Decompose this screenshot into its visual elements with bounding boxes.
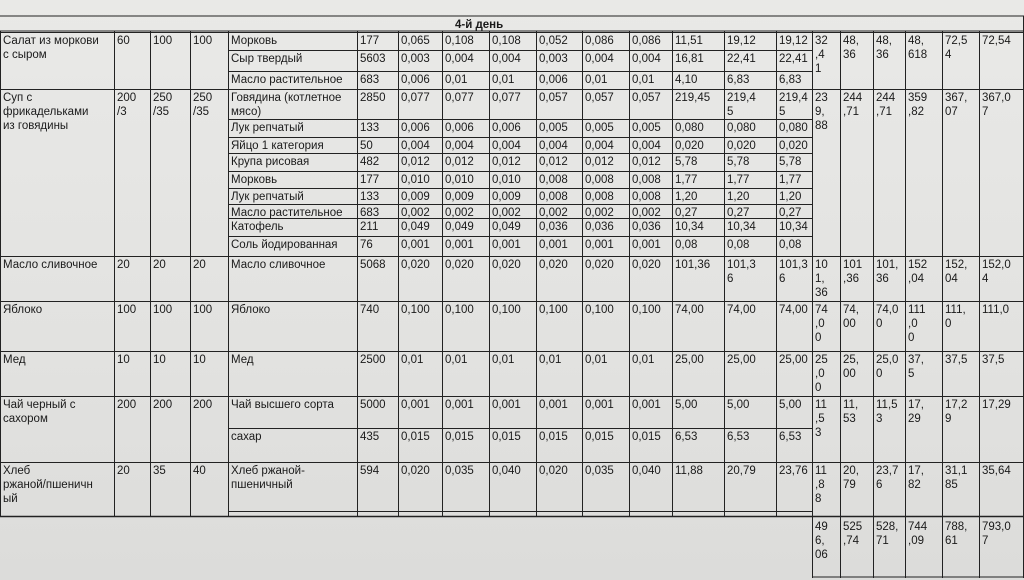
- portion-value: 100: [153, 304, 173, 316]
- portion-value: 100: [117, 304, 137, 316]
- ingredient-value: 0,001: [445, 399, 474, 411]
- ingredient-value: 25,00: [779, 354, 808, 366]
- ingredient-value: 0,001: [401, 239, 430, 251]
- ingredient-name: Мед: [231, 354, 254, 366]
- dish-total-value: 152,0 4: [982, 259, 1011, 285]
- ingredient-value: 0,008: [632, 191, 661, 203]
- ingredient-value: 0,004: [401, 140, 430, 152]
- ingredient-value: 0,020: [632, 259, 661, 271]
- portion-value: 10: [193, 354, 206, 366]
- dish-total-value: 10 1, 36: [815, 259, 828, 299]
- ingredient-value: 594: [360, 465, 380, 477]
- portion-value: 250 /35: [193, 92, 213, 118]
- day-header: 4-й день: [455, 19, 504, 31]
- ingredient-value: 20,79: [727, 465, 756, 477]
- ingredient-value: 0,08: [675, 239, 698, 251]
- dish-total-value: 48, 36: [876, 35, 892, 61]
- ingredient-value: 16,81: [675, 53, 704, 65]
- ingredient-value: 5,00: [779, 399, 802, 411]
- ingredient-value: 0,001: [539, 239, 568, 251]
- ingredient-value: 0,015: [585, 431, 614, 443]
- ingredient-value: 0,01: [401, 354, 424, 366]
- dish-total-value: 32 ,4 1: [815, 35, 828, 75]
- ingredient-value: 10,34: [779, 221, 808, 233]
- dish-total-value: 17,2 9: [945, 399, 968, 425]
- ingredient-value: 0,077: [492, 92, 521, 104]
- ingredient-value: 219,4 5: [727, 92, 756, 118]
- ingredient-value: 0,036: [632, 221, 661, 233]
- ingredient-value: 219,45: [675, 92, 711, 104]
- portion-value: 10: [117, 354, 130, 366]
- portion-value: 20: [153, 259, 166, 271]
- ingredient-value: 0,035: [445, 465, 474, 477]
- portion-value: 20: [117, 465, 130, 477]
- ingredient-name: Яблоко: [231, 304, 271, 316]
- ingredient-value: 22,41: [779, 53, 808, 65]
- ingredient-value: 482: [360, 156, 380, 168]
- ingredient-value: 0,27: [727, 207, 750, 219]
- ingredient-value: 5068: [360, 259, 386, 271]
- ingredient-value: 5,78: [779, 156, 802, 168]
- ingredient-value: 0,040: [632, 465, 661, 477]
- ingredient-value: 0,020: [675, 140, 704, 152]
- ingredient-value: 0,009: [492, 191, 521, 203]
- dish-name: Хлеб ржаной/пшеничн ый: [3, 465, 93, 505]
- ingredient-value: 0,001: [585, 239, 614, 251]
- dish-total-value: 152, 04: [945, 259, 968, 285]
- dish-name: Суп с фрикадельками из говядины: [3, 92, 89, 132]
- ingredient-value: 0,006: [539, 74, 568, 86]
- ingredient-value: 0,01: [585, 74, 608, 86]
- ingredient-value: 0,004: [492, 53, 521, 65]
- ingredient-value: 0,057: [585, 92, 614, 104]
- ingredient-value: 6,53: [727, 431, 750, 443]
- ingredient-value: 0,005: [632, 122, 661, 134]
- ingredient-value: 0,004: [632, 140, 661, 152]
- ingredient-value: 0,040: [492, 465, 521, 477]
- dish-total-value: 11 ,8 8: [815, 465, 827, 505]
- ingredient-value: 0,01: [445, 354, 468, 366]
- ingredient-value: 5,78: [727, 156, 750, 168]
- portion-value: 10: [153, 354, 166, 366]
- ingredient-value: 0,005: [539, 122, 568, 134]
- ingredient-value: 1,77: [779, 174, 802, 186]
- ingredient-name: Лук репчатый: [231, 191, 304, 203]
- ingredient-value: 0,015: [492, 431, 521, 443]
- dish-total-value: 25, 00: [843, 354, 859, 380]
- ingredient-value: 0,008: [585, 191, 614, 203]
- dish-name: Масло сливочное: [3, 259, 98, 271]
- ingredient-value: 0,08: [779, 239, 802, 251]
- dish-total-value: 25,0 0: [876, 354, 899, 380]
- ingredient-value: 0,015: [401, 431, 430, 443]
- ingredient-name: сахар: [231, 431, 262, 443]
- portion-value: 35: [153, 465, 166, 477]
- ingredient-name: Лук репчатый: [231, 122, 304, 134]
- ingredient-value: 25,00: [727, 354, 756, 366]
- ingredient-value: 0,006: [401, 74, 430, 86]
- ingredient-value: 0,100: [539, 304, 568, 316]
- ingredient-value: 2850: [360, 92, 386, 104]
- ingredient-value: 0,010: [445, 174, 474, 186]
- ingredient-value: 5603: [360, 53, 386, 65]
- dish-total-value: 20, 79: [843, 465, 859, 491]
- dish-total-value: 72,5 4: [945, 35, 968, 61]
- ingredient-value: 0,020: [401, 465, 430, 477]
- ingredient-value: 0,077: [401, 92, 430, 104]
- dish-total-value: 367, 07: [945, 92, 968, 118]
- ingredient-value: 0,100: [585, 304, 614, 316]
- ingredient-value: 0,27: [675, 207, 698, 219]
- ingredient-name: Масло растительное: [231, 207, 343, 219]
- ingredient-value: 0,001: [632, 399, 661, 411]
- ingredient-value: 0,01: [632, 74, 655, 86]
- portion-value: 100: [193, 304, 213, 316]
- ingredient-value: 0,006: [401, 122, 430, 134]
- ingredient-value: 219,4 5: [779, 92, 808, 118]
- grand-total-value: 49 6, 06: [815, 521, 828, 561]
- ingredient-value: 0,077: [445, 92, 474, 104]
- ingredient-value: 0,001: [585, 399, 614, 411]
- ingredient-value: 11,88: [675, 465, 703, 477]
- ingredient-value: 0,004: [585, 140, 614, 152]
- ingredient-value: 0,080: [779, 122, 808, 134]
- ingredient-value: 1,20: [727, 191, 750, 203]
- ingredient-value: 0,100: [445, 304, 474, 316]
- ingredient-value: 0,004: [632, 53, 661, 65]
- ingredient-value: 0,003: [401, 53, 430, 65]
- ingredient-value: 10,34: [727, 221, 756, 233]
- ingredient-value: 0,002: [585, 207, 614, 219]
- portion-value: 100: [193, 35, 213, 47]
- ingredient-value: 0,015: [445, 431, 474, 443]
- ingredient-value: 5,00: [675, 399, 698, 411]
- ingredient-value: 6,83: [727, 74, 750, 86]
- dish-name: Салат из моркови с сыром: [3, 35, 99, 61]
- ingredient-value: 0,108: [445, 35, 474, 47]
- ingredient-value: 0,080: [727, 122, 756, 134]
- ingredient-value: 74,00: [779, 304, 808, 316]
- dish-total-value: 48, 36: [843, 35, 859, 61]
- dish-total-value: 74,0 0: [876, 304, 899, 330]
- portion-value: 60: [117, 35, 130, 47]
- ingredient-value: 0,006: [492, 122, 521, 134]
- ingredient-value: 0,006: [445, 122, 474, 134]
- dish-total-value: 37, 5: [908, 354, 924, 380]
- ingredient-value: 0,009: [445, 191, 474, 203]
- ingredient-value: 0,008: [585, 174, 614, 186]
- ingredient-value: 0,086: [585, 35, 614, 47]
- dish-total-value: 111,0: [982, 304, 1010, 316]
- ingredient-value: 211: [360, 221, 379, 233]
- ingredient-value: 0,020: [539, 259, 568, 271]
- ingredient-value: 0,086: [632, 35, 661, 47]
- ingredient-value: 101,3 6: [727, 259, 756, 285]
- ingredient-value: 0,008: [632, 174, 661, 186]
- ingredient-value: 0,004: [445, 140, 474, 152]
- ingredient-value: 0,002: [445, 207, 474, 219]
- ingredient-value: 0,004: [539, 140, 568, 152]
- ingredient-value: 435: [360, 431, 380, 443]
- ingredient-value: 0,27: [779, 207, 802, 219]
- ingredient-value: 11,51: [675, 35, 703, 47]
- dish-total-value: 359 ,82: [908, 92, 928, 118]
- ingredient-value: 0,002: [632, 207, 661, 219]
- ingredient-name: Говядина (котлетное мясо): [231, 92, 342, 118]
- ingredient-value: 0,036: [585, 221, 614, 233]
- dish-total-value: 244 ,71: [876, 92, 896, 118]
- dish-total-value: 11, 53: [843, 399, 859, 425]
- ingredient-value: 6,53: [675, 431, 698, 443]
- ingredient-value: 0,035: [585, 465, 614, 477]
- ingredient-value: 101,36: [675, 259, 711, 271]
- ingredient-value: 76: [360, 239, 373, 251]
- ingredient-value: 5,78: [675, 156, 698, 168]
- ingredient-value: 0,01: [585, 354, 608, 366]
- dish-total-value: 244 ,71: [843, 92, 863, 118]
- ingredient-value: 0,100: [492, 304, 521, 316]
- ingredient-name: Морковь: [231, 35, 278, 47]
- ingredient-value: 0,004: [445, 53, 474, 65]
- ingredient-value: 0,01: [632, 354, 655, 366]
- ingredient-name: Сыр твердый: [231, 53, 303, 65]
- ingredient-value: 0,012: [585, 156, 614, 168]
- dish-total-value: 111 ,0 0: [908, 304, 926, 344]
- dish-total-value: 17, 29: [908, 399, 924, 425]
- ingredient-value: 0,049: [445, 221, 474, 233]
- dish-total-value: 152 ,04: [908, 259, 928, 285]
- dish-total-value: 48, 618: [908, 35, 928, 61]
- grand-total-value: 793,0 7: [982, 521, 1011, 547]
- portion-value: 200 /3: [117, 92, 137, 118]
- ingredient-value: 0,020: [585, 259, 614, 271]
- ingredient-value: 0,020: [727, 140, 756, 152]
- ingredient-value: 0,020: [539, 465, 568, 477]
- ingredient-value: 0,020: [401, 259, 430, 271]
- ingredient-value: 0,020: [445, 259, 474, 271]
- dish-total-value: 101, 36: [876, 259, 899, 285]
- ingredient-value: 0,08: [727, 239, 750, 251]
- ingredient-value: 0,012: [632, 156, 661, 168]
- ingredient-name: Крупа рисовая: [231, 156, 310, 168]
- ingredient-value: 0,012: [401, 156, 430, 168]
- grand-total-value: 788, 61: [945, 521, 968, 547]
- ingredient-name: Соль йодированная: [231, 239, 338, 251]
- ingredient-value: 0,001: [445, 239, 474, 251]
- ingredient-value: 0,052: [539, 35, 568, 47]
- dish-total-value: 111, 0: [945, 304, 966, 330]
- ingredient-value: 0,108: [492, 35, 521, 47]
- ingredient-name: Масло растительное: [231, 74, 343, 86]
- ingredient-value: 25,00: [675, 354, 704, 366]
- portion-value: 200: [117, 399, 137, 411]
- ingredient-value: 0,065: [401, 35, 430, 47]
- grand-total-value: 528, 71: [876, 521, 899, 547]
- portion-value: 200: [153, 399, 173, 411]
- ingredient-value: 6,83: [779, 74, 802, 86]
- ingredient-value: 4,10: [675, 74, 698, 86]
- ingredient-value: 0,001: [492, 239, 521, 251]
- ingredient-value: 683: [360, 207, 380, 219]
- portion-value: 250 /35: [153, 92, 173, 118]
- portion-value: 40: [193, 465, 206, 477]
- ingredient-value: 1,20: [779, 191, 802, 203]
- ingredient-value: 1,77: [675, 174, 698, 186]
- dish-total-value: 11 ,5 3: [815, 399, 827, 439]
- ingredient-value: 0,002: [492, 207, 521, 219]
- ingredient-value: 5,00: [727, 399, 750, 411]
- dish-total-value: 37,5: [982, 354, 1005, 366]
- ingredient-value: 1,77: [727, 174, 750, 186]
- grand-total-value: 525 ,74: [843, 521, 863, 547]
- ingredient-value: 0,012: [445, 156, 474, 168]
- ingredient-value: 177: [360, 174, 380, 186]
- dish-name: Мед: [3, 354, 26, 366]
- portion-value: 20: [193, 259, 206, 271]
- ingredient-name: Яйцо 1 категория: [231, 140, 324, 152]
- ingredient-value: 0,009: [401, 191, 430, 203]
- ingredient-value: 0,012: [492, 156, 521, 168]
- ingredient-value: 0,100: [401, 304, 430, 316]
- ingredient-value: 1,20: [675, 191, 698, 203]
- ingredient-value: 0,049: [492, 221, 521, 233]
- ingredient-value: 2500: [360, 354, 386, 366]
- ingredient-value: 10,34: [675, 221, 704, 233]
- dish-total-value: 23,7 6: [876, 465, 899, 491]
- ingredient-value: 740: [360, 304, 380, 316]
- portion-value: 20: [117, 259, 130, 271]
- ingredient-value: 683: [360, 74, 380, 86]
- dish-total-value: 17, 82: [908, 465, 924, 491]
- dish-total-value: 31,1 85: [945, 465, 968, 491]
- ingredient-value: 74,00: [727, 304, 756, 316]
- ingredient-value: 0,020: [492, 259, 521, 271]
- ingredient-value: 0,080: [675, 122, 704, 134]
- ingredient-value: 0,001: [401, 399, 430, 411]
- ingredient-value: 177: [360, 35, 380, 47]
- ingredient-name: Хлеб ржаной- пшеничный: [231, 465, 305, 491]
- dish-total-value: 72,54: [982, 35, 1011, 47]
- ingredient-value: 19,12: [727, 35, 756, 47]
- ingredient-value: 101,3 6: [779, 259, 808, 285]
- ingredient-value: 0,100: [632, 304, 661, 316]
- ingredient-value: 0,010: [401, 174, 430, 186]
- dish-total-value: 101 ,36: [843, 259, 863, 285]
- ingredient-value: 22,41: [727, 53, 756, 65]
- ingredient-value: 0,015: [632, 431, 661, 443]
- ingredient-value: 0,012: [539, 156, 568, 168]
- ingredient-value: 19,12: [779, 35, 808, 47]
- grand-total-value: 744 ,09: [908, 521, 928, 547]
- ingredient-value: 0,002: [539, 207, 568, 219]
- dish-total-value: 23 9, 88: [815, 92, 828, 132]
- ingredient-value: 74,00: [675, 304, 704, 316]
- ingredient-value: 0,036: [539, 221, 568, 233]
- ingredient-value: 133: [360, 191, 380, 203]
- ingredient-name: Чай высшего сорта: [231, 399, 334, 411]
- ingredient-value: 6,53: [779, 431, 802, 443]
- ingredient-value: 0,001: [632, 239, 661, 251]
- ingredient-value: 0,01: [445, 74, 468, 86]
- ingredient-value: 0,020: [779, 140, 808, 152]
- ingredient-value: 0,002: [401, 207, 430, 219]
- ingredient-value: 133: [360, 122, 380, 134]
- ingredient-value: 50: [360, 140, 373, 152]
- ingredient-value: 0,057: [632, 92, 661, 104]
- portion-value: 100: [153, 35, 173, 47]
- ingredient-value: 0,049: [401, 221, 430, 233]
- ingredient-value: 0,01: [492, 354, 515, 366]
- ingredient-value: 0,004: [585, 53, 614, 65]
- dish-total-value: 25 ,0 0: [815, 354, 828, 394]
- portion-value: 200: [193, 399, 213, 411]
- ingredient-value: 23,76: [779, 465, 808, 477]
- ingredient-value: 0,008: [539, 174, 568, 186]
- dish-name: Яблоко: [3, 304, 43, 316]
- dish-name: Чай черный с сахором: [3, 399, 76, 425]
- ingredient-value: 5000: [360, 399, 386, 411]
- dish-total-value: 35,64: [982, 465, 1011, 477]
- ingredient-value: 0,015: [539, 431, 568, 443]
- dish-total-value: 37,5: [945, 354, 968, 366]
- ingredient-name: Масло сливочное: [231, 259, 326, 271]
- ingredient-value: 0,010: [492, 174, 521, 186]
- ingredient-name: Катофель: [231, 221, 284, 233]
- dish-total-value: 11,5 3: [876, 399, 898, 425]
- ingredient-value: 0,003: [539, 53, 568, 65]
- dish-total-value: 17,29: [982, 399, 1011, 411]
- ingredient-value: 0,001: [492, 399, 521, 411]
- dish-total-value: 74 ,0 0: [815, 304, 828, 344]
- ingredient-name: Морковь: [231, 174, 278, 186]
- ingredient-value: 0,005: [585, 122, 614, 134]
- dish-total-value: 74, 00: [843, 304, 859, 330]
- ingredient-value: 0,008: [539, 191, 568, 203]
- ingredient-value: 0,057: [539, 92, 568, 104]
- ingredient-value: 0,001: [539, 399, 568, 411]
- ingredient-value: 0,01: [492, 74, 515, 86]
- ingredient-value: 0,01: [539, 354, 562, 366]
- dish-total-value: 367,0 7: [982, 92, 1011, 118]
- ingredient-value: 0,004: [492, 140, 521, 152]
